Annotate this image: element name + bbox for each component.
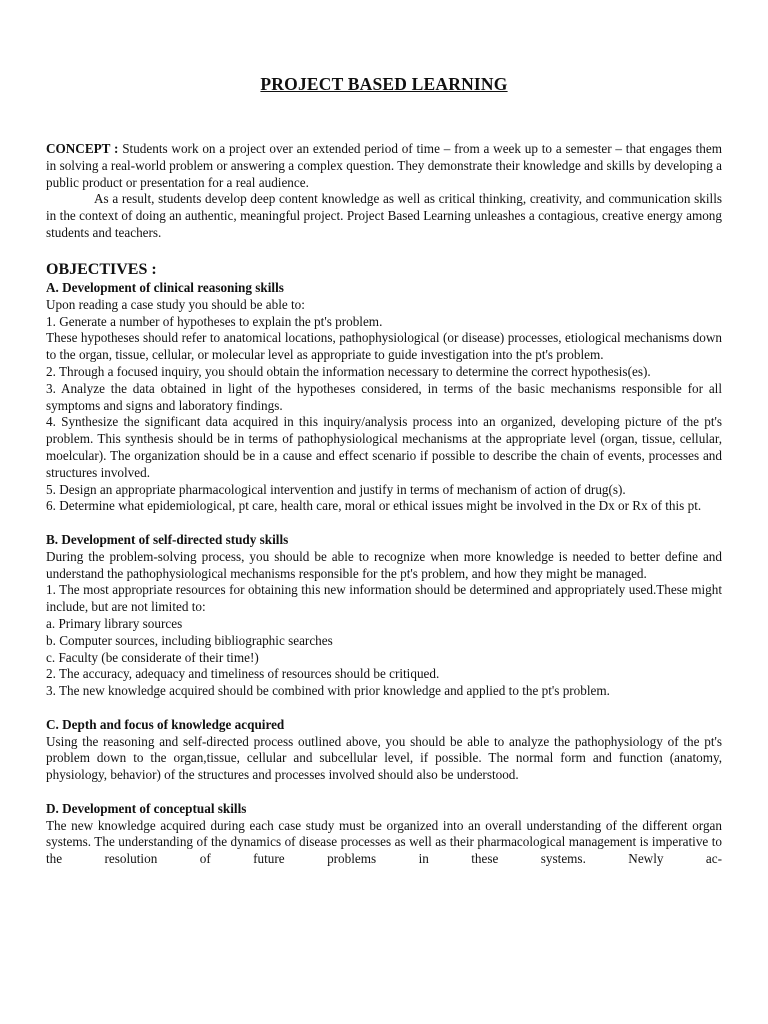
section-d-heading: D. Development of conceptual skills bbox=[46, 800, 247, 816]
section-a bbox=[46, 280, 722, 515]
section-b-item: c. Faculty (be considerate of their time!) bbox=[46, 649, 259, 665]
section-a-item: 3. Analyze the data obtained in light of the hypotheses considered, in terms of the basic mechanisms responsible for all symptoms and signs and laboratory findings. bbox=[46, 380, 722, 413]
concept-paragraph bbox=[46, 141, 722, 191]
section-c-heading: C. Depth and focus of knowledge acquired bbox=[46, 716, 285, 732]
section-a-intro: Upon reading a case study you should be able to: bbox=[46, 296, 305, 312]
section-d bbox=[46, 801, 722, 868]
page-title: PROJECT BASED LEARNING bbox=[260, 74, 508, 94]
section-b-item: 3. The new knowledge acquired should be combined with prior knowledge and applied to the pt's problem. bbox=[46, 683, 610, 699]
section-b-item: 1. The most appropriate resources for obtaining this new information should be determined and appropriately used.These might include, but are not limited to: bbox=[46, 582, 722, 615]
spacer bbox=[46, 515, 722, 532]
objectives-section bbox=[46, 260, 722, 868]
spacer bbox=[46, 784, 722, 801]
section-b-item: b. Computer sources, including bibliographic searches bbox=[46, 632, 333, 648]
section-c-text: Using the reasoning and self-directed process outlined above, you should be able to analyze the pathophysiology of the pt's problem down to the organ,tissue, cellular and subcellular level, if possible. The normal form and function (anatomy, physiology, behavior) of the structures and processes involved should also be understood. bbox=[46, 733, 722, 783]
section-b-item: 2. The accuracy, adequacy and timeliness of resources should be critiqued. bbox=[46, 666, 440, 682]
concept-label: CONCEPT : bbox=[46, 141, 119, 156]
section-a-heading: A. Development of clinical reasoning skills bbox=[46, 280, 284, 295]
concept-result-paragraph: As a result, students develop deep content knowledge as well as critical thinking, creativity, and communication skills in the context of doing an authentic, meaningful project. Project Based Learning unleashes a contagious, creative energy among students and teachers. bbox=[46, 191, 722, 240]
section-b bbox=[46, 532, 722, 700]
section-b-intro: During the problem-solving process, you should be able to recognize when more knowledge is needed to better define and understand the pathophysiological mechanisms responsible for the pt's problem, and how they might be managed. bbox=[46, 548, 722, 581]
section-a-item: 6. Determine what epidemiological, pt care, health care, moral or ethical issues might be involved in the Dx or Rx of this pt. bbox=[46, 498, 702, 514]
concept-text: Students work on a project over an extended period of time – from a week up to a semester – that engages them in solving a real-world problem or answering a complex question. They demonstrate their knowledge and skills by developing a public product or presentation for a real audience. bbox=[46, 141, 722, 190]
section-b-heading: B. Development of self-directed study skills bbox=[46, 531, 289, 547]
section-a-item: 5. Design an appropriate pharmacological intervention and justify in terms of mechanism of action of drug(s). bbox=[46, 481, 626, 497]
section-a-item: 2. Through a focused inquiry, you should obtain the information necessary to determine the correct hypothesis(es). bbox=[46, 363, 651, 379]
section-c bbox=[46, 717, 722, 784]
section-a-item: 4. Synthesize the significant data acquired in this inquiry/analysis process into an organized, developing picture of the pt's problem. This synthesis should be in terms of pathophysiological mechanisms at the appropriate level (organ, tissue, cellular, moelcular). The organization should be in a cause and effect scenario if possible to describe the chain of events, processes and structures involved. bbox=[46, 414, 722, 480]
objectives-heading: OBJECTIVES : bbox=[46, 261, 157, 278]
concept-section bbox=[46, 141, 722, 242]
spacer bbox=[46, 700, 722, 717]
section-b-item: a. Primary library sources bbox=[46, 615, 183, 631]
section-a-item: These hypotheses should refer to anatomical locations, pathophysiological (or disease) processes, etiological mechanisms down to the organ, tissue, cellular, or molecular level as appropriate to guide investigation into the pt's problem. bbox=[46, 330, 722, 363]
section-d-text: The new knowledge acquired during each case study must be organized into an overall understanding of the different organ systems. The understanding of the dynamics of disease processes as well as their pharmacological management is imperative to the resolution of future problems in these systems. Newly ac- bbox=[46, 817, 722, 867]
section-a-item: 1. Generate a number of hypotheses to explain the pt's problem. bbox=[46, 313, 383, 329]
